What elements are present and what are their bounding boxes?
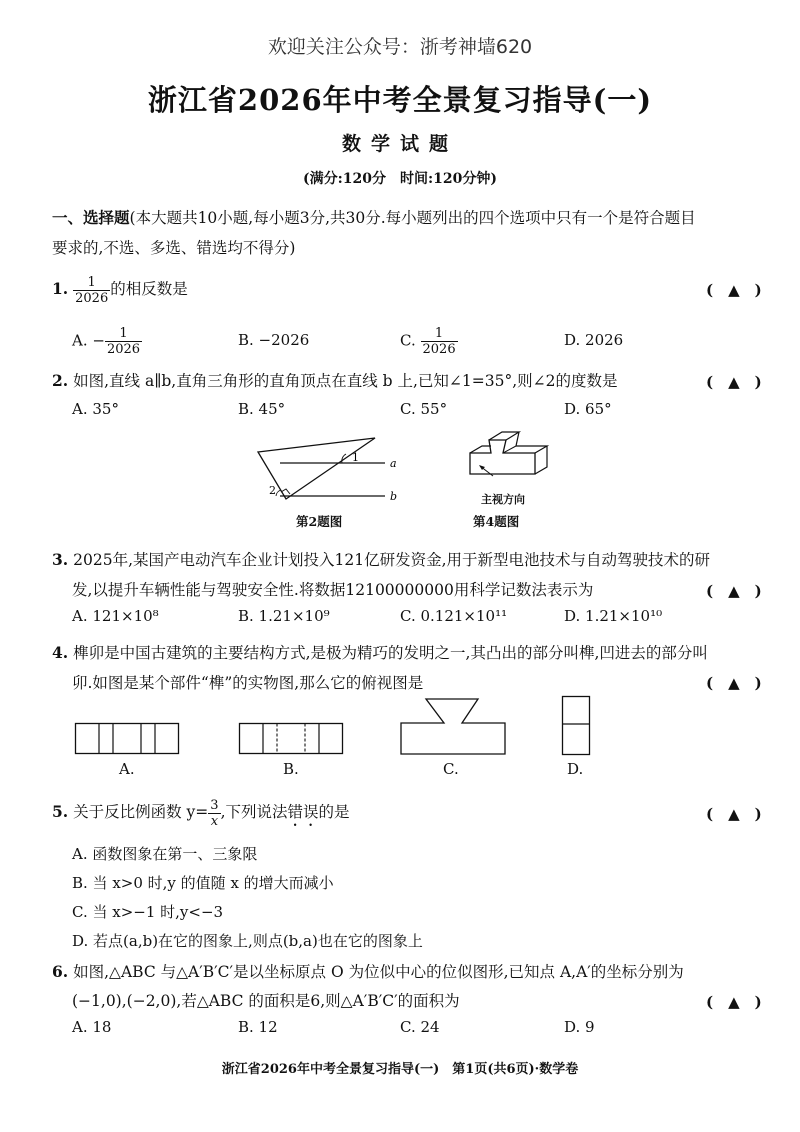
q3-option-a: A. 121×10⁸ [72, 607, 159, 625]
section-intro-line2: 要求的,不选、多选、错选均不得分) [52, 239, 296, 257]
question-2: 2. 如图,直线 a∥b,直角三角形的直角顶点在直线 b 上,已知∠1=35°,则∠2的度数是 [52, 371, 618, 390]
question-1: 1. $\frac{1}{2026}$ 的相反数是 [52, 274, 188, 306]
answer-mark: ( ▲ ) [706, 805, 762, 823]
page-title: 浙江省2026年中考全景复习指导(一) [147, 83, 653, 117]
q1-option-c: C. $\frac{1}{2026}$ [400, 326, 456, 357]
q2-option-a: A. 35° [72, 400, 119, 418]
tenon-front-face [470, 440, 535, 474]
q6-option-c: C. 24 [400, 1018, 440, 1036]
q4-option-a-drawing [75, 723, 179, 755]
q4-option-c-drawing [400, 696, 506, 756]
q4-option-a: A. [119, 760, 135, 778]
q2-option-d: D. 65° [564, 400, 612, 418]
q4-option-d-drawing [562, 696, 590, 756]
answer-mark: ( ▲ ) [706, 582, 762, 600]
q1-option-d: D. 2026 [564, 331, 624, 349]
q3-option-b: B. 1.21×10⁹ [238, 607, 330, 625]
emphasis-text: 错误 [287, 803, 319, 821]
figure-4-diagram [465, 428, 565, 496]
q6-option-a: A. 18 [72, 1018, 112, 1036]
question-6-line2: (−1,0),(−2,0),若△ABC 的面积是6,则△A′B′C′的面积为 [72, 992, 460, 1010]
question-3-line2: 发,以提升车辆性能与驾驶安全性.将数据12100000000用科学记数法表示为 [72, 581, 594, 599]
label-b: b [390, 490, 398, 503]
figure-2-diagram [250, 432, 400, 514]
q2-option-b: B. 45° [238, 400, 286, 418]
section-heading: 一、选择题 [52, 208, 130, 227]
fraction: $\frac{3}{x}$ [210, 797, 219, 829]
main-view-label: 主视方向 [481, 493, 525, 506]
q5-option-a: A. 函数图象在第一、三象限 [72, 845, 258, 863]
q4-option-c: C. [443, 760, 459, 778]
q1-option-a: A. − $\frac{1}{2026}$ [72, 326, 141, 357]
figure-4-caption: 第4题图 [473, 514, 520, 529]
question-6-line1: 6. 如图,△ABC 与△A′B′C′是以坐标原点 O 为位似中心的位似图形,已知点 A,A′的坐标分别为 [52, 962, 684, 981]
q6-option-d: D. 9 [564, 1018, 595, 1036]
q3-option-d: D. 1.21×10¹⁰ [564, 607, 663, 625]
answer-mark: ( ▲ ) [706, 993, 762, 1011]
q2-option-c: C. 55° [400, 400, 448, 418]
answer-mark: ( ▲ ) [706, 373, 762, 391]
label-a: a [390, 457, 397, 470]
exam-subtitle: 数学试题 [341, 133, 458, 155]
q6-option-b: B. 12 [238, 1018, 278, 1036]
q4-option-b: B. [283, 760, 299, 778]
answer-mark: ( ▲ ) [706, 674, 762, 692]
q1-option-b: B. −2026 [238, 331, 310, 349]
question-number: 1. [52, 279, 69, 298]
q3-option-c: C. 0.121×10¹¹ [400, 607, 508, 625]
q4-option-d: D. [567, 760, 584, 778]
q5-option-c: C. 当 x>−1 时,y<−3 [72, 903, 224, 921]
q4-option-b-drawing [239, 723, 343, 755]
question-4-line2: 卯.如图是某个部件“榫”的实物图,那么它的俯视图是 [72, 674, 424, 692]
score-time: (满分:120分 时间:120分钟) [302, 171, 498, 187]
label-2: 2 [269, 484, 276, 497]
question-5: 5. 关于反比例函数 y= $\frac{3}{x}$ ,下列说法错误的是 [52, 797, 350, 829]
label-1: 1 [352, 451, 359, 464]
section-intro-line1: 一、选择题(本大题共10小题,每小题3分,共30分.每小题列出的四个选项中只有一个是符合题目 [52, 208, 696, 227]
fraction: $\frac{1}{2026}$ [75, 274, 109, 306]
q5-option-d: D. 若点(a,b)在它的图象上,则点(b,a)也在它的图象上 [72, 932, 423, 950]
q5-option-b: B. 当 x>0 时,y 的值随 x 的增大而减小 [72, 874, 334, 892]
page-footer: 浙江省2026年中考全景复习指导(一) 第1页(共6页)·数学卷 [221, 1062, 579, 1077]
angle-2-arc [276, 490, 281, 496]
question-4-line1: 4. 榫卯是中国古建筑的主要结构方式,是极为精巧的发明之一,其凸出的部分叫榫,凹进去的部分叫 [52, 643, 708, 662]
watermark: 欢迎关注公众号：浙考神墙620 [267, 36, 533, 58]
question-3-line1: 3. 2025年,某国产电动汽车企业计划投入121亿研发资金,用于新型电池技术与自动驾驶技术的研 [52, 550, 711, 569]
answer-mark: ( ▲ ) [706, 281, 762, 299]
figure-2-caption: 第2题图 [296, 514, 343, 529]
